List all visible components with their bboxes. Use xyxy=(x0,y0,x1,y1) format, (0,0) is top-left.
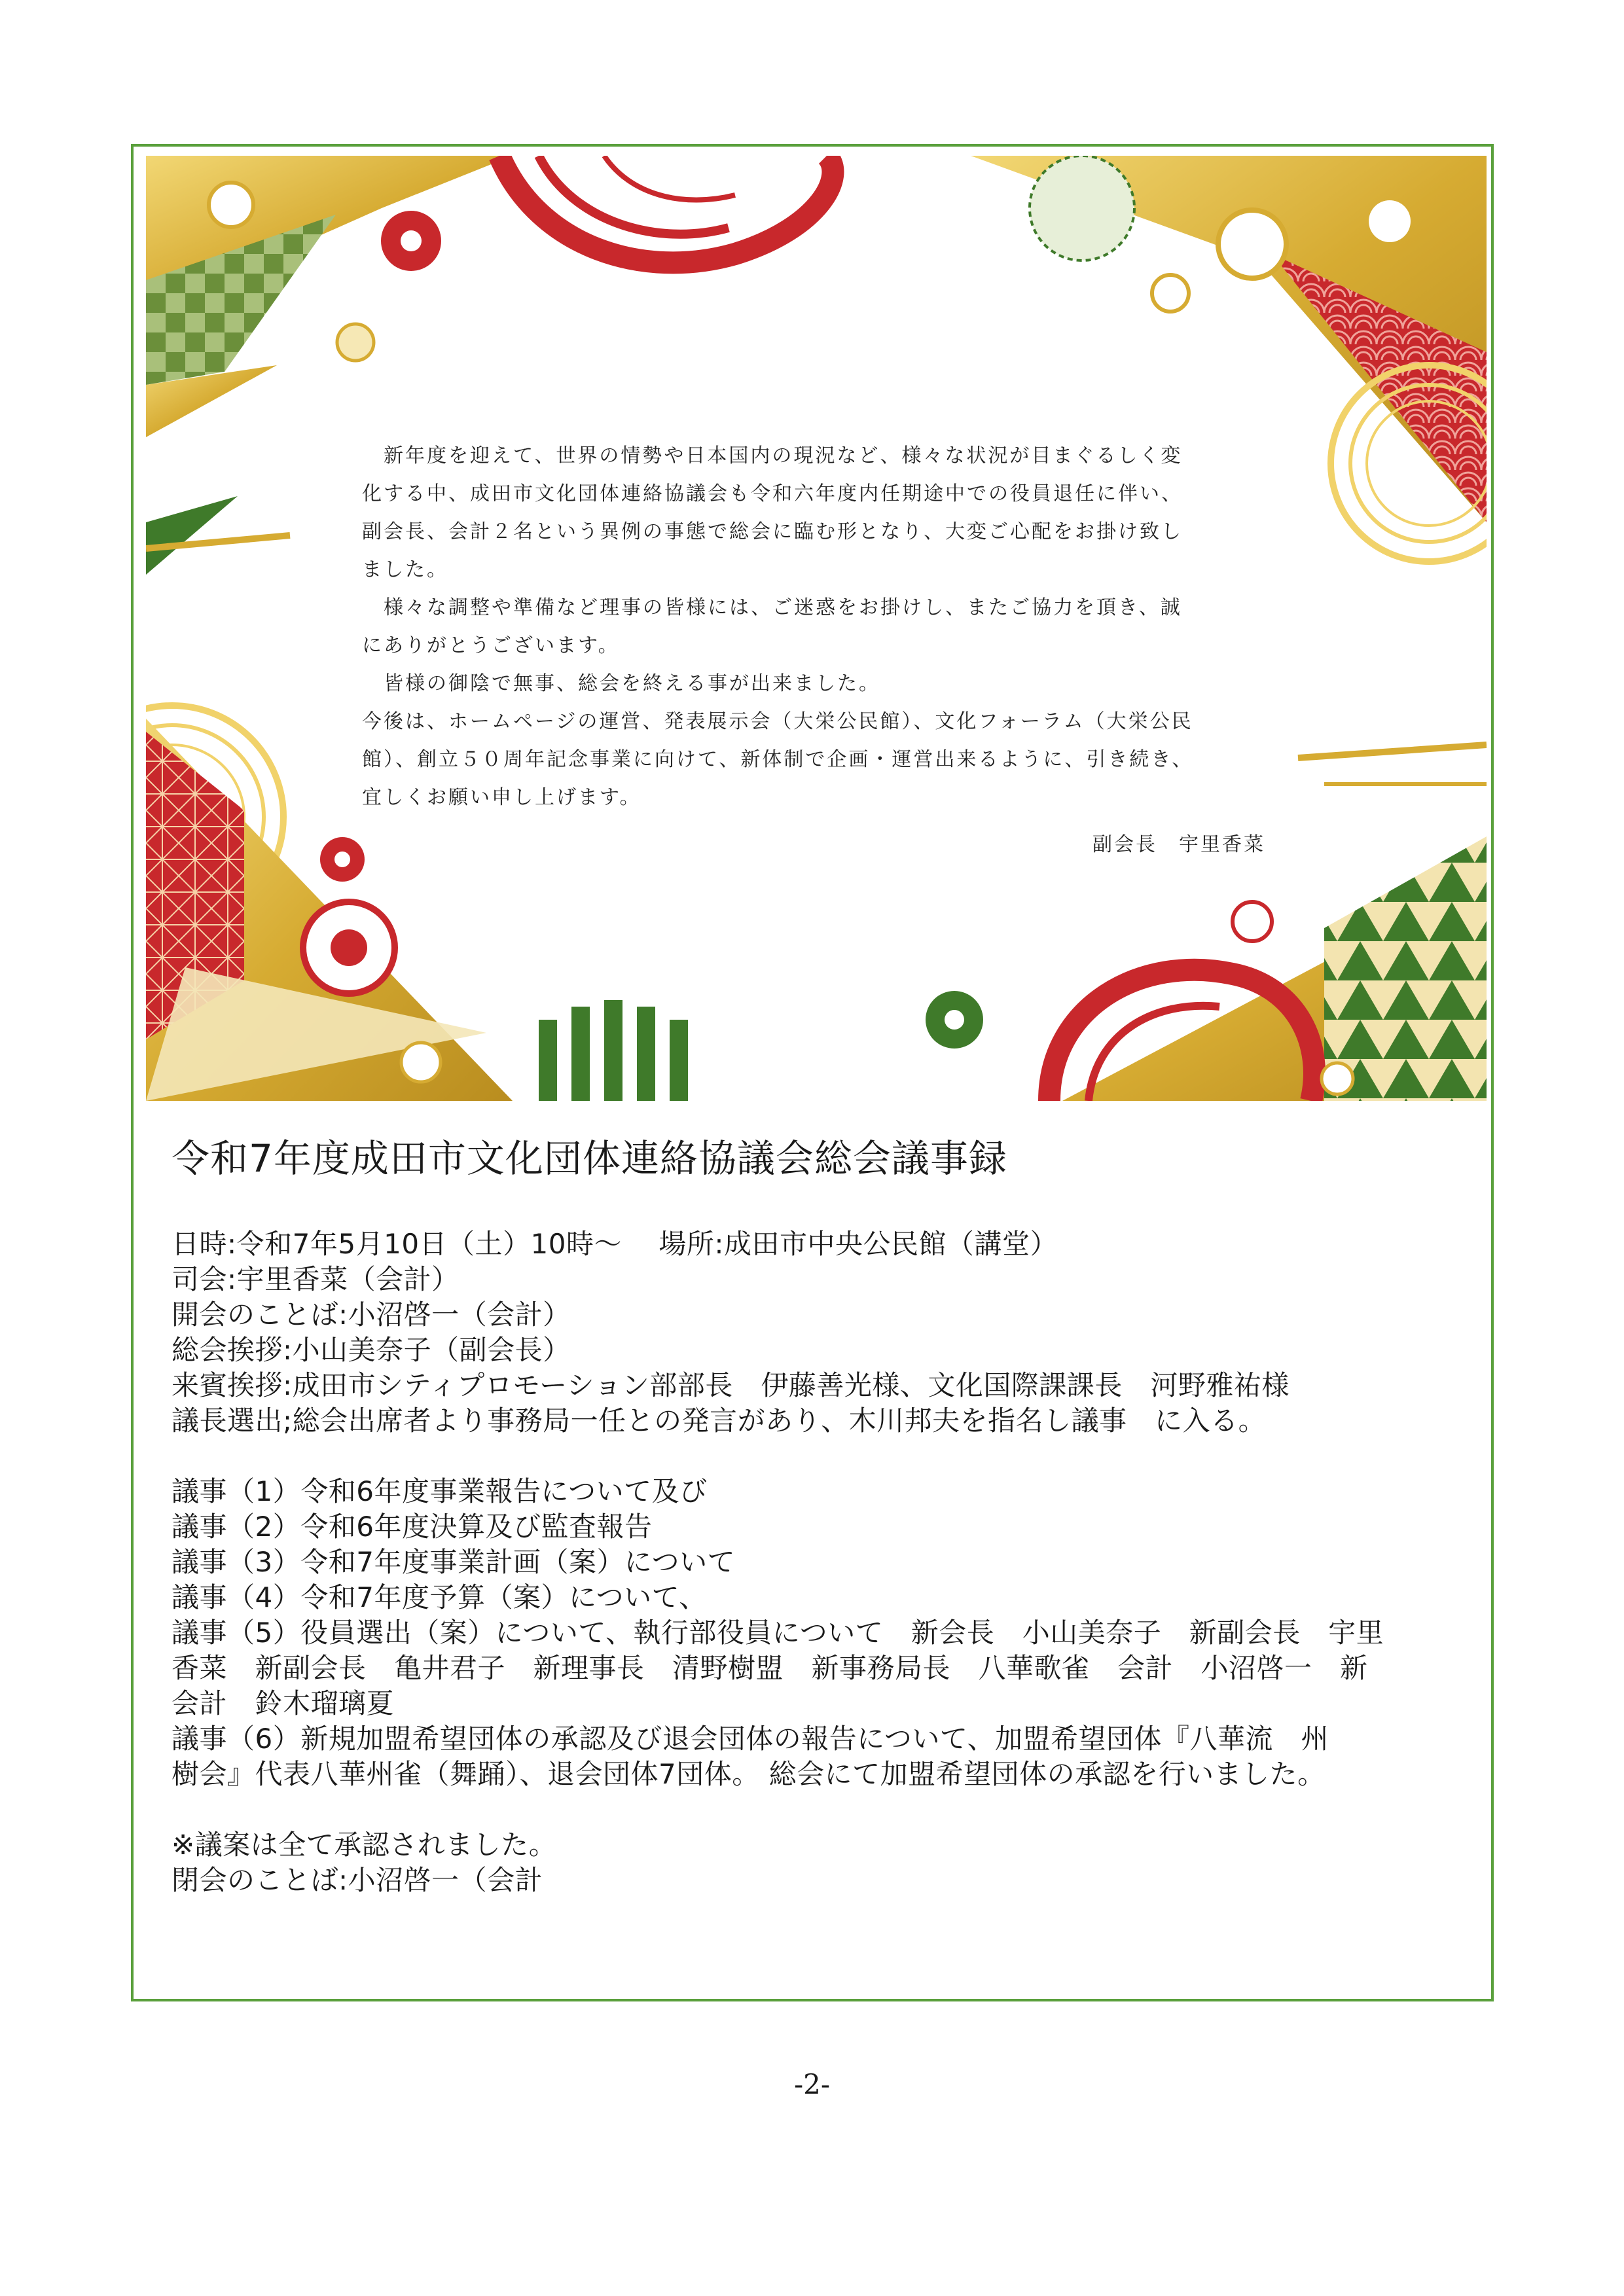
greeting-signature: 副会長 宇里香菜 xyxy=(1092,833,1265,856)
greeting-banner xyxy=(146,156,1487,1101)
agenda-line: 議事（3）令和7年度事業計画（案）について xyxy=(171,1546,736,1578)
greeting-line: 副会長、会計２名という異例の事態で総会に臨む形となり、大変ご心配をお掛け致し xyxy=(362,520,1183,543)
spacer xyxy=(171,1439,1468,1474)
minutes-title: 令和7年度成田市文化団体連絡協議会総会議事録 xyxy=(171,1136,1007,1181)
greeting-line: 皆様の御陰で無事、総会を終える事が出来ました。 xyxy=(362,672,880,695)
meeting-minutes xyxy=(171,1132,1468,1898)
spacer xyxy=(171,1792,1468,1827)
info-line: 開会のことば:小沼啓一（会計） xyxy=(171,1299,571,1331)
agenda-line: 香菜 新副会長 亀井君子 新理事長 清野樹盟 新事務局長 八華歌雀 会計 小沼啓一 新 xyxy=(171,1652,1368,1684)
agenda-line: 会計 鈴木瑠璃夏 xyxy=(171,1687,395,1719)
agenda-line: 議事（6）新規加盟希望団体の承認及び退会団体の報告について、加盟希望団体『八華流 州 xyxy=(171,1723,1329,1755)
agenda-line: 議事（5）役員選出（案）について、執行部役員について 新会長 小山美奈子 新副会長 宇里 xyxy=(171,1617,1384,1649)
agenda-line: 樹会』代表八華州雀（舞踊）、退会団体7団体。 総会にて加盟希望団体の承認を行いました。 xyxy=(171,1758,1326,1790)
greeting-line: 館）、創立５０周年記念事業に向けて、新体制で企画・運営出来るように、引き続き、 xyxy=(362,748,1194,771)
greeting-line: 様々な調整や準備など理事の皆様には、ご迷惑をお掛けし、またご協力を頂き、誠 xyxy=(362,596,1182,619)
info-line: 来賓挨拶:成田市シティプロモーション部部長 伊藤善光様、文化国際課課長 河野雅祐様 xyxy=(171,1369,1290,1401)
info-line: 総会挨拶:小山美奈子（副会長） xyxy=(171,1334,571,1366)
greeting-line: にありがとうございます。 xyxy=(362,634,620,657)
greeting-line: 化する中、成田市文化団体連絡協議会も令和六年度内任期途中での役員退任に伴い、 xyxy=(362,482,1183,505)
greeting-line: ました。 xyxy=(362,558,448,581)
greeting-line: 新年度を迎えて、世界の情勢や日本国内の現況など、様々な状況が目まぐるしく変 xyxy=(362,444,1183,467)
agenda-line: 議事（4）令和7年度予算（案）について、 xyxy=(171,1581,707,1613)
info-line: 議長選出;総会出席者より事務局一任との発言があり、木川邦夫を指名し議事 に入る。 xyxy=(171,1405,1267,1437)
agenda-line: 議事（1）令和6年度事業報告について及び xyxy=(171,1475,708,1507)
page-number: -2- xyxy=(793,2068,831,2100)
info-line: 日時:令和7年5月10日（土）10時～ 場所:成田市中央公民館（講堂） xyxy=(171,1228,1058,1260)
greeting-message xyxy=(362,437,1265,864)
agenda-line: 議事（2）令和6年度決算及び監査報告 xyxy=(171,1511,653,1543)
greeting-line: 今後は、ホームページの運営、発表展示会（大栄公民館）、文化フォーラム（大栄公民 xyxy=(362,710,1193,733)
info-line: 司会:宇里香菜（会計） xyxy=(171,1263,460,1295)
greeting-line: 宜しくお願い申し上げます。 xyxy=(362,786,641,809)
closing-line: ※議案は全て承認されました。 xyxy=(171,1829,557,1861)
closing-line: 閉会のことば:小沼啓一（会計 xyxy=(171,1864,543,1896)
